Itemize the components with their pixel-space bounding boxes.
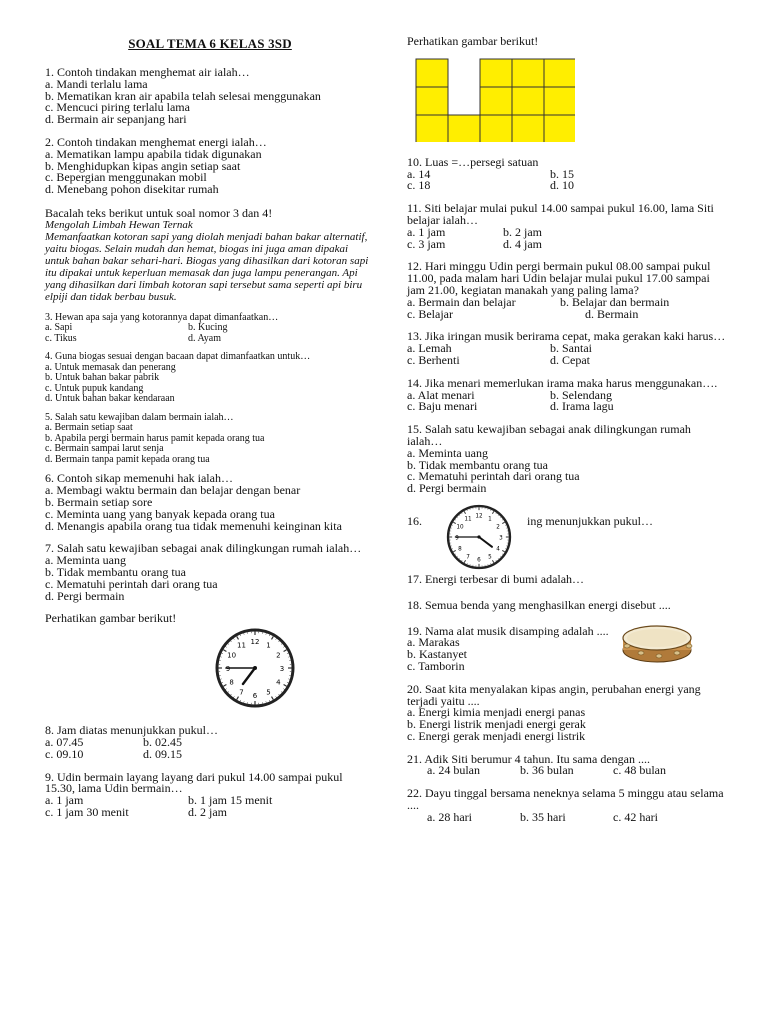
question-16 — [407, 506, 727, 574]
clock-icon — [437, 502, 521, 572]
grid-square — [480, 87, 512, 115]
grid-square — [512, 115, 544, 142]
option-b: b. Untuk bahan bakar pabrik — [45, 372, 160, 384]
clock-number: 11 — [237, 641, 246, 650]
figure-intro-left: Perhatikan gambar berikut! — [45, 611, 177, 626]
option-c: c. 3 jam — [407, 236, 446, 251]
option-c: c. 1 jam 30 menit — [45, 805, 129, 820]
option-d: d. Bermain tanpa pamit kepada orang tua — [45, 453, 210, 465]
option-a: a. Untuk memasak dan penerang — [45, 361, 176, 373]
option-c: c. Untuk pupuk kandang — [45, 382, 144, 394]
option-b: b. Tidak membantu orang tua — [45, 565, 186, 580]
right-column — [407, 36, 727, 835]
option-b: b. Bermain setiap sore — [45, 495, 153, 510]
option-c: c. Belajar — [407, 306, 453, 321]
option-c: c. Mematuhi perintah dari orang tua — [45, 576, 218, 591]
option-a: a. 14 — [407, 166, 431, 181]
clock-number: 4 — [276, 678, 281, 687]
question-20 — [407, 681, 727, 743]
question-5 — [45, 413, 375, 466]
option-b: b. Mematikan kran air apabila telah selesai menggunakan — [45, 88, 321, 103]
option-a: a. 28 hari — [427, 809, 472, 824]
question-stem: 7. Salah satu kewajiban sebagai anak dilingkungan rumah ialah… — [45, 541, 362, 556]
question-stem: 8. Jam diatas menunjukkan pukul… — [45, 723, 218, 738]
clock-number: 4 — [496, 546, 500, 553]
question-6 — [45, 473, 375, 532]
option-b: b. Menghidupkan kipas angin setiap saat — [45, 158, 241, 173]
clock-number: 11 — [464, 516, 472, 523]
question-stem: 9. Udin bermain layang layang dari pukul 14.00 sampai pukul 15.30, lama Udin bermain… — [45, 769, 343, 796]
option-a: a. Alat menari — [407, 387, 475, 402]
grid-square — [480, 115, 512, 142]
question-14 — [407, 375, 727, 414]
option-c: c. Mencuci piring terlalu lama — [45, 100, 190, 115]
passage-body: Memanfaatkan kotoran sapi yang diolah menjadi bahan bakar alternatif, yaitu biogas. Selain mudah dan hemat, biogas ini juga aman dipakai untuk bahan bakar sehari-hari. Biogas yang dihasilkan dari kotoran sapi itu dipakai untuk keperluan memasak dan juga lampu penerangan. Api yang dihasilkan dari limbah kotoran sapi tersebut sama seperti api biru elpiji dan tidak berbau busuk. — [45, 230, 369, 303]
clock-number: 10 — [227, 651, 237, 660]
question-17: 17. Energi terbesar di bumi adalah… — [407, 571, 585, 586]
question-7 — [45, 543, 375, 602]
option-d: d. Pergi bermain — [45, 588, 125, 603]
figure-intro-right: Perhatikan gambar berikut! — [407, 34, 539, 48]
clock-number: 10 — [456, 524, 464, 531]
option-a: a. Bermain setiap saat — [45, 422, 133, 434]
grid-square — [480, 59, 512, 87]
question-stem: 15. Salah satu kewajiban sebagai anak dilingkungan rumah ialah… — [407, 422, 691, 448]
tambourine-icon — [619, 620, 697, 666]
question-1 — [45, 67, 375, 126]
option-b: b. 02.45 — [143, 735, 182, 750]
clock-number: 1 — [488, 516, 492, 523]
reading-passage — [45, 207, 375, 303]
question-9 — [45, 769, 375, 820]
clock-number: 3 — [499, 535, 503, 542]
question-stem: ing menunjukkan pukul… — [527, 513, 653, 528]
clock-number: 8 — [229, 678, 234, 687]
option-c: c. Mematuhi perintah dari orang tua — [407, 469, 580, 484]
option-b: b. Apabila pergi bermain harus pamit kepada orang tua — [45, 432, 265, 444]
clock-number: 6 — [252, 692, 258, 701]
option-a: a. Bermain dan belajar — [407, 294, 516, 309]
question-stem: 5. Salah satu kewajiban dalam bermain ialah… — [45, 411, 234, 423]
option-a: a. Meminta uang — [45, 553, 126, 568]
grid-square — [416, 115, 448, 142]
question-19 — [407, 623, 727, 673]
option-a: a. 24 bulan — [427, 763, 480, 778]
question-stem: 4. Guna biogas sesuai dengan bacaan dapat dimanfaatkan untuk… — [45, 351, 311, 363]
clock-number: 5 — [488, 554, 492, 561]
clock-icon — [205, 625, 305, 711]
question-18: 18. Semua benda yang menghasilkan energi disebut .... — [407, 597, 671, 612]
clock-number: 1 — [266, 641, 271, 650]
option-d: d. Menangis apabila orang tua tidak memenuhi keinginan kita — [45, 518, 342, 533]
clock-number: 8 — [458, 546, 462, 553]
option-d: d. 4 jam — [503, 236, 542, 251]
left-column — [45, 36, 375, 830]
clock-number: 9 — [455, 535, 459, 542]
option-a: a. Mematikan lampu apabila tidak digunakan — [45, 146, 262, 161]
option-a: a. Membagi waktu bermain dan belajar dengan benar — [45, 483, 301, 498]
question-4 — [45, 352, 375, 405]
question-stem: 14. Jika menari memerlukan irama maka harus menggunakan…. — [407, 375, 718, 390]
analog-clock-figure — [45, 629, 375, 719]
option-a: a. Marakas — [407, 635, 460, 650]
option-b: b. 36 bulan — [520, 763, 574, 778]
option-a: a. 07.45 — [45, 735, 84, 750]
option-d: d. 2 jam — [188, 805, 227, 820]
passage-heading: Mengolah Limbah Hewan Ternak — [45, 218, 193, 231]
option-b: b. Energi listrik menjadi energi gerak — [407, 717, 586, 732]
option-a: a. Lemah — [407, 341, 452, 356]
option-b: b. 2 jam — [503, 224, 542, 239]
grid-square — [544, 59, 575, 87]
grid-square — [512, 87, 544, 115]
option-b: b. Kucing — [188, 322, 228, 334]
question-stem: 10. Luas =…persegi satuan — [407, 154, 539, 169]
option-b: b. 1 jam 15 menit — [188, 793, 273, 808]
option-d: d. Bermain — [585, 306, 639, 321]
option-c: c. Meminta uang yang banyak kepada orang tua — [45, 506, 275, 521]
option-c: c. 18 — [407, 178, 431, 193]
clock-number: 9 — [225, 665, 231, 674]
question-stem: 3. Hewan apa saja yang kotorannya dapat dimanfaatkan… — [45, 311, 279, 323]
option-a: a. 1 jam — [407, 224, 446, 239]
option-b: b. Tidak membantu orang tua — [407, 457, 548, 472]
option-c: c. 09.10 — [45, 746, 84, 761]
question-8 — [45, 725, 375, 760]
grid-square — [416, 87, 448, 115]
option-c: c. Bepergian menggunakan mobil — [45, 170, 207, 185]
option-a: a. Mandi terlalu lama — [45, 76, 148, 91]
option-d: d. Ayam — [188, 332, 221, 344]
grid-square — [544, 87, 575, 115]
clock-number: 7 — [466, 554, 470, 561]
question-stem: 2. Contoh tindakan menghemat energi ialah… — [45, 134, 267, 149]
option-c: c. 42 hari — [613, 809, 658, 824]
grid-square — [416, 59, 448, 87]
question-2 — [45, 134, 375, 197]
clock-number: 6 — [477, 557, 481, 564]
option-c: c. Bermain sampai larut senja — [45, 443, 164, 455]
question-stem: 11. Siti belajar mulai pukul 14.00 sampai pukul 16.00, lama Siti belajar ialah… — [407, 201, 714, 227]
question-10 — [407, 154, 727, 193]
clock-number: 12 — [475, 513, 483, 520]
option-d: d. 09.15 — [143, 746, 182, 761]
option-b: b. Santai — [550, 341, 592, 356]
page-title: SOAL TEMA 6 KELAS 3SD — [128, 36, 292, 51]
option-c: c. Baju menari — [407, 399, 478, 414]
option-c: c. Tikus — [45, 332, 77, 344]
option-b: b. Selendang — [550, 387, 612, 402]
option-d: d. Cepat — [550, 352, 590, 367]
question-stem: 6. Contoh sikap memenuhi hak ialah… — [45, 471, 233, 486]
option-a: a. Energi kimia menjadi energi panas — [407, 705, 586, 720]
grid-square — [544, 115, 575, 142]
option-d: d. 10 — [550, 178, 574, 193]
question-number: 16. — [407, 513, 422, 528]
grid-square — [512, 59, 544, 87]
option-a: a. Sapi — [45, 322, 73, 334]
option-b: b. 15 — [550, 166, 574, 181]
option-d: d. Menebang pohon disekitar rumah — [45, 182, 219, 197]
option-c: c. Tamborin — [407, 658, 465, 673]
question-stem: 21. Adik Siti berumur 4 tahun. Itu sama dengan .... — [407, 751, 650, 766]
clock-number: 3 — [279, 665, 285, 674]
passage-intro: Bacalah teks berikut untuk soal nomor 3 dan 4! — [45, 205, 273, 220]
question-stem: 12. Hari minggu Udin pergi bermain pukul 08.00 sampai pukul 11.00, pada malam hari Udin belajar mulai pukul 17.00 sampai jam 21.00, kegiatan manakah yang paling lama? — [407, 259, 711, 297]
option-d: d. Bermain air sepanjang hari — [45, 112, 187, 127]
option-d: d. Irama lagu — [550, 399, 614, 414]
question-12 — [407, 261, 727, 320]
option-a: a. 1 jam — [45, 793, 84, 808]
clock-number: 7 — [239, 688, 244, 697]
question-21 — [407, 751, 727, 778]
question-3 — [45, 313, 375, 345]
question-stem: 13. Jika iringan musik berirama cepat, maka gerakan kaki harus… — [407, 329, 726, 344]
clock-number: 12 — [250, 638, 260, 647]
question-13 — [407, 331, 727, 366]
option-b: b. 35 hari — [520, 809, 566, 824]
square-grid-figure — [415, 58, 575, 142]
question-11 — [407, 203, 727, 250]
option-a: a. Meminta uang — [407, 445, 488, 460]
clock-number: 2 — [276, 651, 281, 660]
question-stem: 22. Dayu tinggal bersama neneknya selama 5 minggu atau selama .... — [407, 786, 724, 813]
question-22 — [407, 788, 727, 823]
option-b: b. Kastanyet — [407, 647, 467, 662]
option-d: d. Untuk bahan bakar kendaraan — [45, 393, 175, 405]
option-c: c. Energi gerak menjadi energi listrik — [407, 728, 586, 743]
option-c: c. 48 bulan — [613, 763, 666, 778]
grid-square — [448, 115, 480, 142]
clock-number: 5 — [266, 688, 271, 697]
option-c: c. Berhenti — [407, 352, 460, 367]
question-stem: 19. Nama alat musik disamping adalah .... — [407, 623, 609, 638]
question-stem: 20. Saat kita menyalakan kipas angin, perubahan energi yang terjadi yaitu .... — [407, 681, 701, 708]
question-stem: 1. Contoh tindakan menghemat air ialah… — [45, 65, 250, 79]
option-d: d. Pergi bermain — [407, 481, 487, 496]
question-15 — [407, 424, 727, 495]
option-b: b. Belajar dan bermain — [560, 294, 670, 309]
clock-number: 2 — [496, 524, 500, 531]
